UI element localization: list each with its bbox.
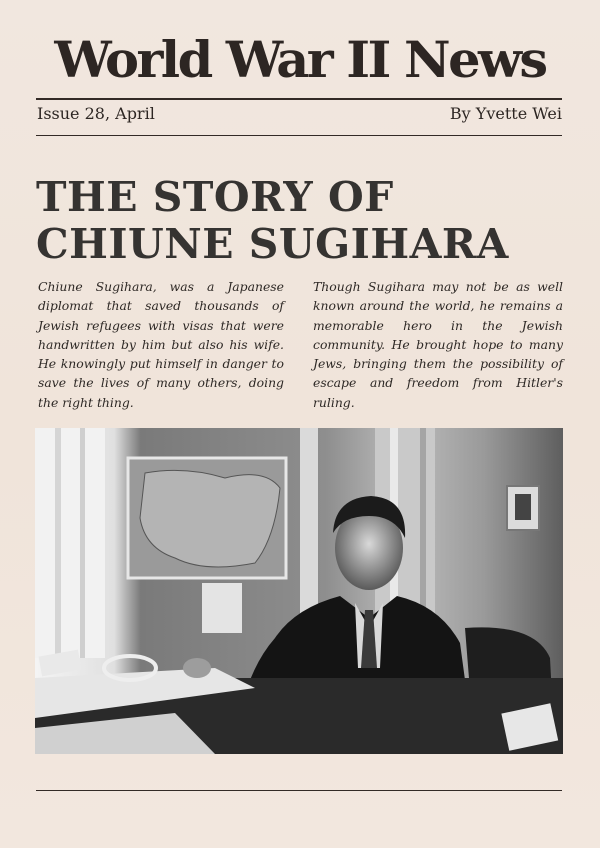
article-headline [36,174,576,268]
photo-illustration [35,428,563,754]
article-column-left: Chiune Sugihara, was a Japanese diplomat that saved thousands of Jewish refugees with visas that were handwritten by him but also his wife. He knowingly put himself in danger to save the lives of many others, doing the right thing. [38,279,284,410]
footer-rule [36,790,562,791]
headline-line-1: THE STORY OF [36,173,394,221]
masthead-top-rule [36,98,562,100]
issue-bar [37,104,562,123]
article-column-right: Though Sugihara may not be as well known around the world, he remains a memorable hero in the Jewish community. He brought hope to many Jews, bringing them the possibility of escape and freedom from Hitler's ruling. [313,279,563,410]
masthead-title: World War II News [54,30,546,89]
article-photo [35,428,563,754]
masthead-bottom-rule [36,135,562,136]
issue-label: Issue 28, April [37,104,155,123]
byline: By Yvette Wei [449,104,562,123]
headline-line-2: CHIUNE SUGIHARA [36,220,509,268]
